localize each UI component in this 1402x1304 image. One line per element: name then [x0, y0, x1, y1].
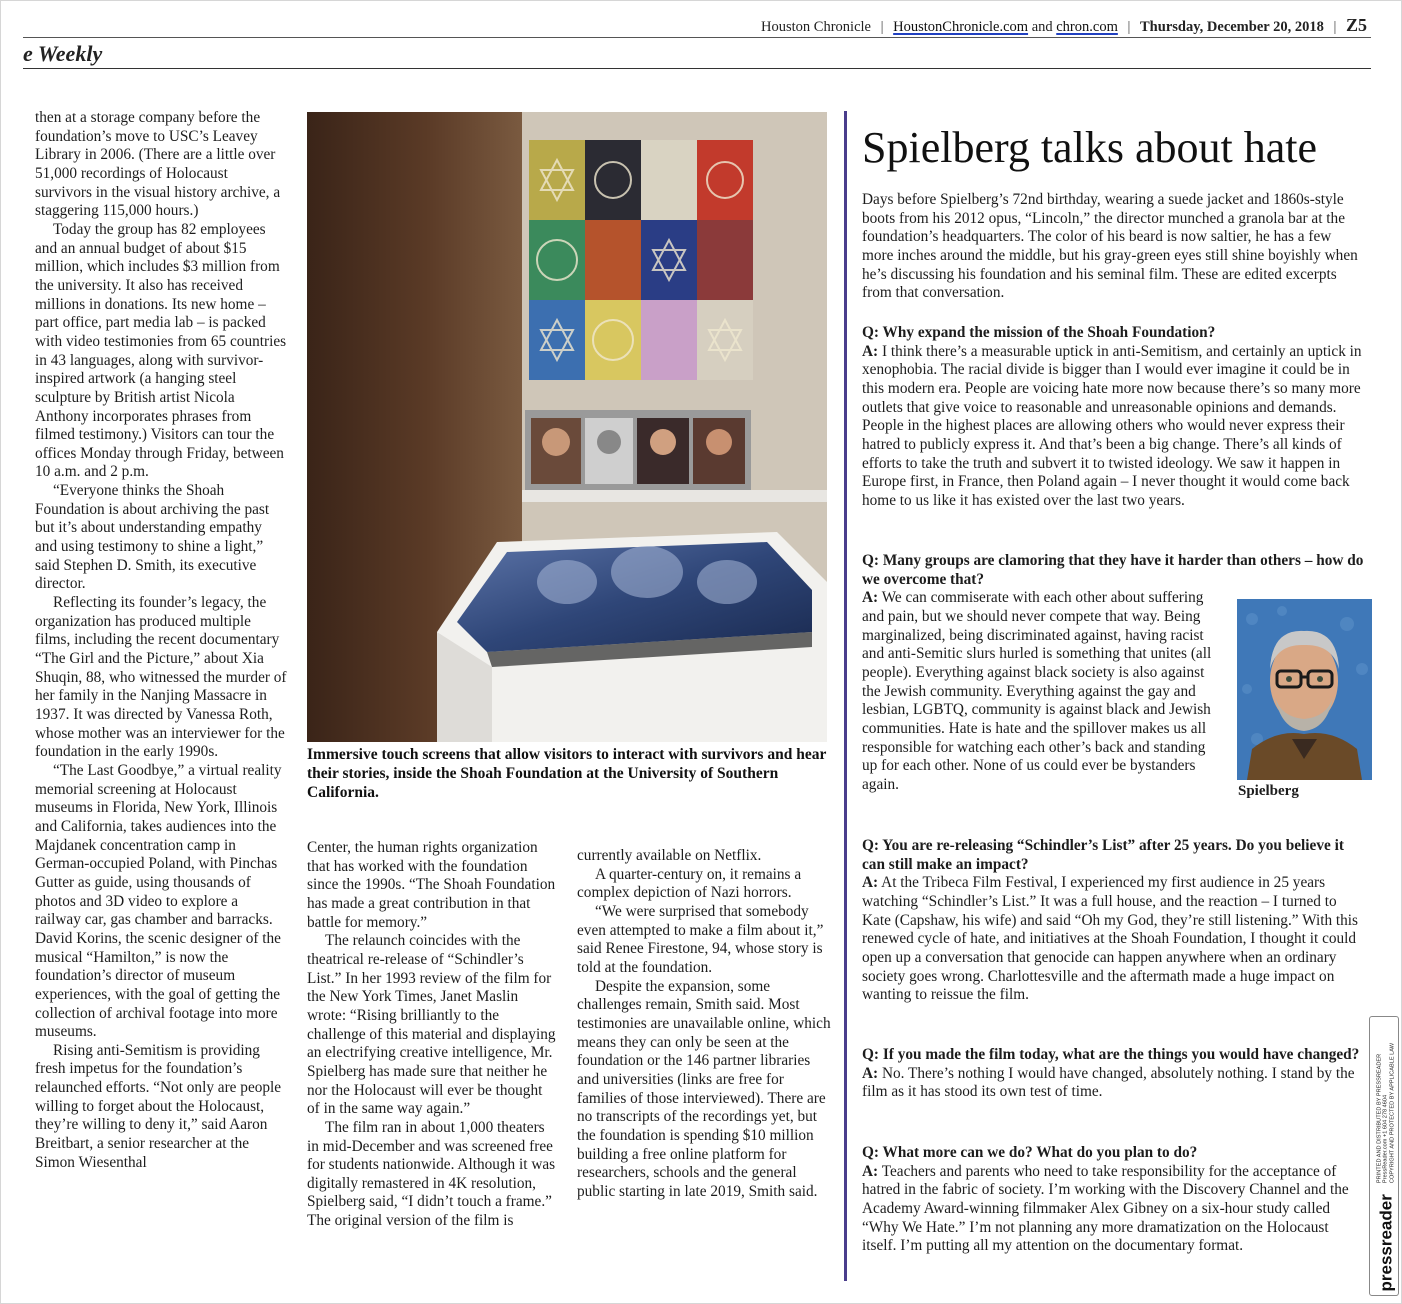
paragraph: The film ran in about 1,000 theaters in mid-December and was screened free for students nationwide. Although it was digitally remastered in 4K resolution, Spielberg said, “I didn’t touch a frame.” The original version of the film is	[307, 1118, 556, 1230]
article-column-1	[35, 109, 287, 1172]
answer: A: No. There’s nothing I would have changed, absolutely nothing. I stand by the film as it has stood its own test of time.	[862, 1064, 1355, 1101]
article-column-3	[577, 847, 831, 1201]
paragraph: currently available on Netflix.	[577, 847, 762, 864]
section-title: e Weekly	[23, 41, 103, 66]
paragraph: Today the group has 82 employees and an annual budget of about $15 million, which includes $3 million from the university. It also has received millions in donations. Its new home – part office, part media lab – is packed with video testimonies from 65 countries in 43 languages, along with survivor-inspired artwork (a hanging steel sculpture by British artist Nicola Anthony incorporates phrases from filmed testimony.) Visitors can tour the offices Monday through Friday, between 10 a.m. and 2 p.m.	[35, 220, 287, 481]
answer: A: I think there’s a measurable uptick in anti-Semitism, and certainly an uptick in xenophobia. The racial divide is bigger than I would ever imagine it could be in this modern era. People are voicing hate more now because there’s so many more outlets that give voice to reasonable and unreasonable opinions and demands. People in the highest places are allowing others who would never express their hatred to publicly express it. And that’s been a big change. There’s all kinds of efforts to take the truth and subvert it to twisted ideology. We saw it happen in Europe first, in France, then Poland again – I never thought it would come back home to us like it has existed over the last two years.	[862, 342, 1362, 509]
paragraph: Rising anti-Semitism is providing fresh impetus for the foundation’s relaunched efforts. “Not only are people willing to forget about the Holocaust, they’re willing to deny it,” said Aaron Breitbart, a senior researcher at the Simon Wiesenthal	[35, 1041, 282, 1171]
answer: A: Teachers and parents who need to take responsibility for the acceptance of hatred in the fabric of society. I’m working with the Discovery Channel and the Academy Award-winning filmmaker Alex Gibney on a six-hour study called “Why We Hate.” I’m not planning any more dramatization on the Holocaust itself. I’m putting all my attention on the documentary format.	[862, 1162, 1349, 1255]
article-column-2	[307, 839, 557, 1231]
paper-name: Houston Chronicle	[761, 19, 871, 35]
exhibit-photo-illustration	[307, 112, 827, 742]
paragraph: “We were surprised that somebody even attempted to make a film about it,” said Renee Firestone, 94, whose story is told at the foundation.	[577, 902, 824, 976]
issue-date: Thursday, December 20, 2018	[1140, 19, 1324, 35]
question: Q: Why expand the mission of the Shoah Foundation?	[862, 324, 1216, 341]
paragraph: A quarter-century on, it remains a complex depiction of Nazi horrors.	[577, 865, 802, 902]
page-header: Houston Chronicle | HoustonChronicle.com and chron.com | Thursday, December 20, 2018 | Z5	[761, 15, 1367, 35]
paragraph: Reflecting its founder’s legacy, the organization has produced multiple films, including the recent documentary “The Girl and the Picture,” about Xia Shuqin, 88, who witnessed the murder of her family in the Nanjing Massacre in 1937. It was directed by Vanessa Roth, whose mother was an interviewer for the foundation in the early 1990s.	[35, 594, 287, 761]
sidebar-headline: Spielberg talks about hate	[862, 123, 1317, 172]
sidebar-divider	[844, 111, 847, 1281]
question: Q: You are re-releasing “Schindler’s List” after 25 years. Do you believe it can still make an impact?	[862, 837, 1344, 873]
pressreader-logo-icon: pressreader	[1376, 1193, 1395, 1291]
and-text: and	[1031, 19, 1053, 35]
portrait-caption: Spielberg	[1238, 783, 1299, 799]
answer: A: At the Tribeca Film Festival, I experienced my first audience in 25 years watching “Schindler’s List.” It was a full house, and the reaction – I turned to Kate (Capshaw, his wife) and said “Oh my God, they’re still listening.” With this renewed cycle of hate, and initiatives at the Shoah Foundation, I thought it could open up a conversation that genocide can happen anywhere when an ordinary society goes wrong. Charlottesville and the aftermath made a huge impact on wanting to reissue the film.	[862, 874, 1359, 1004]
exhibit-photo	[307, 112, 827, 742]
paragraph: The relaunch coincides with the theatrical re-release of “Schindler’s List.” In her 1993 review of the film for the New York Times, Janet Maslin wrote: “Rising brilliantly to the challenge of this material and displaying an electrifying creative intelligence, Mr. Spielberg has made sure that neither he nor the Holocaust will ever be thought of in the same way again.”	[307, 932, 556, 1118]
qa-block-5	[862, 1144, 1366, 1256]
qa-block-3	[862, 837, 1366, 1005]
question: Q: If you made the film today, what are the things you would have changed?	[862, 1046, 1360, 1063]
qa-block-1	[862, 324, 1366, 511]
header-rule	[23, 37, 1371, 38]
site-link-chron[interactable]: chron.com	[1056, 19, 1118, 35]
site-link-houstonchronicle[interactable]: HoustonChronicle.com	[893, 19, 1029, 35]
paragraph: “The Last Goodbye,” a virtual reality memorial screening at Holocaust museums in Florida, New York, Illinois and California, takes audiences into the Majdanek concentration camp in German-occupied Poland, with Pinchas Gutter as guide, using thousands of photos and 3D video to explore a railway car, gas chamber and barracks. David Korins, the scenic designer of the musical “Hamilton,” is now the foundation’s director of museum experiences, with the goal of getting the collection of archival footage into more museums.	[35, 761, 282, 1041]
page-number: Z5	[1345, 15, 1367, 35]
section-rule	[23, 68, 1371, 69]
answer: A: We can commiserate with each other about suffering and pain, but we should never compete that way. Being marginalized, being discriminated against, having racist and anti-Semitic slurs hurled is something that unites (all people). Everything against black society is also against the Jewish community. Everything against the gay and lesbian, LGBTQ, community is against black and Jewish communities. Hate is hate and the spillover makes us all responsible for watching each other’s back and standing up for each other. None of us could ever be bystanders again.	[862, 589, 1212, 793]
question: Q: Many groups are clamoring that they have it harder than others – how do we overcome that?	[862, 552, 1364, 588]
pressreader-badge[interactable]	[1369, 1016, 1399, 1296]
paragraph: then at a storage company before the foundation’s move to USC’s Leavey Library in 2006. (There are a little over 51,000 recordings of Holocaust survivors in the visual history archive, a staggering 115,000 hours.)	[35, 109, 281, 220]
pressreader-notice: PRINTED AND DISTRIBUTED BY PRESSREADER PressReader.com +1 604 278 4604 COPYRIGHT AND PROTECTED BY APPLICABLE LAW	[1376, 1042, 1396, 1183]
spielberg-portrait	[1237, 599, 1372, 780]
portrait-illustration	[1237, 599, 1372, 780]
sidebar-intro: Days before Spielberg’s 72nd birthday, wearing a suede jacket and 1860s-style boots from his 2012 opus, “Lincoln,” the director munched a granola bar at the foundation’s headquarters. The color of his beard is now saltier, he has a few more inches around the middle, but his gray-green eyes still shine boyishly when he’s discussing his foundation and his seminal film. These are edited excerpts from that conversation.	[862, 191, 1358, 302]
photo-caption: Immersive touch screens that allow visitors to interact with survivors and hear their stories, inside the Shoah Foundation at the University of Southern California.	[307, 746, 827, 801]
paragraph: Despite the expansion, some challenges remain, Smith said. Most testimonies are unavailable online, which means they can only be seen at the foundation or the 146 partner libraries and universities (links are free for families of those interviewed). There are no transcripts of the recordings yet, but the foundation is spending $10 million building a free online platform for researchers, schools and the general public starting in late 2019, Smith said.	[577, 977, 831, 1200]
paragraph: “Everyone thinks the Shoah Foundation is about archiving the past but it’s about understanding empathy and using testimony to shine a light,” said Stephen D. Smith, its executive director.	[35, 482, 270, 593]
question: Q: What more can we do? What do you plan to do?	[862, 1144, 1198, 1161]
qa-block-4	[862, 1046, 1366, 1102]
paragraph: Center, the human rights organization that has worked with the foundation since the 1990s. “The Shoah Foundation has made a great contribution in that battle for memory.”	[307, 839, 556, 931]
